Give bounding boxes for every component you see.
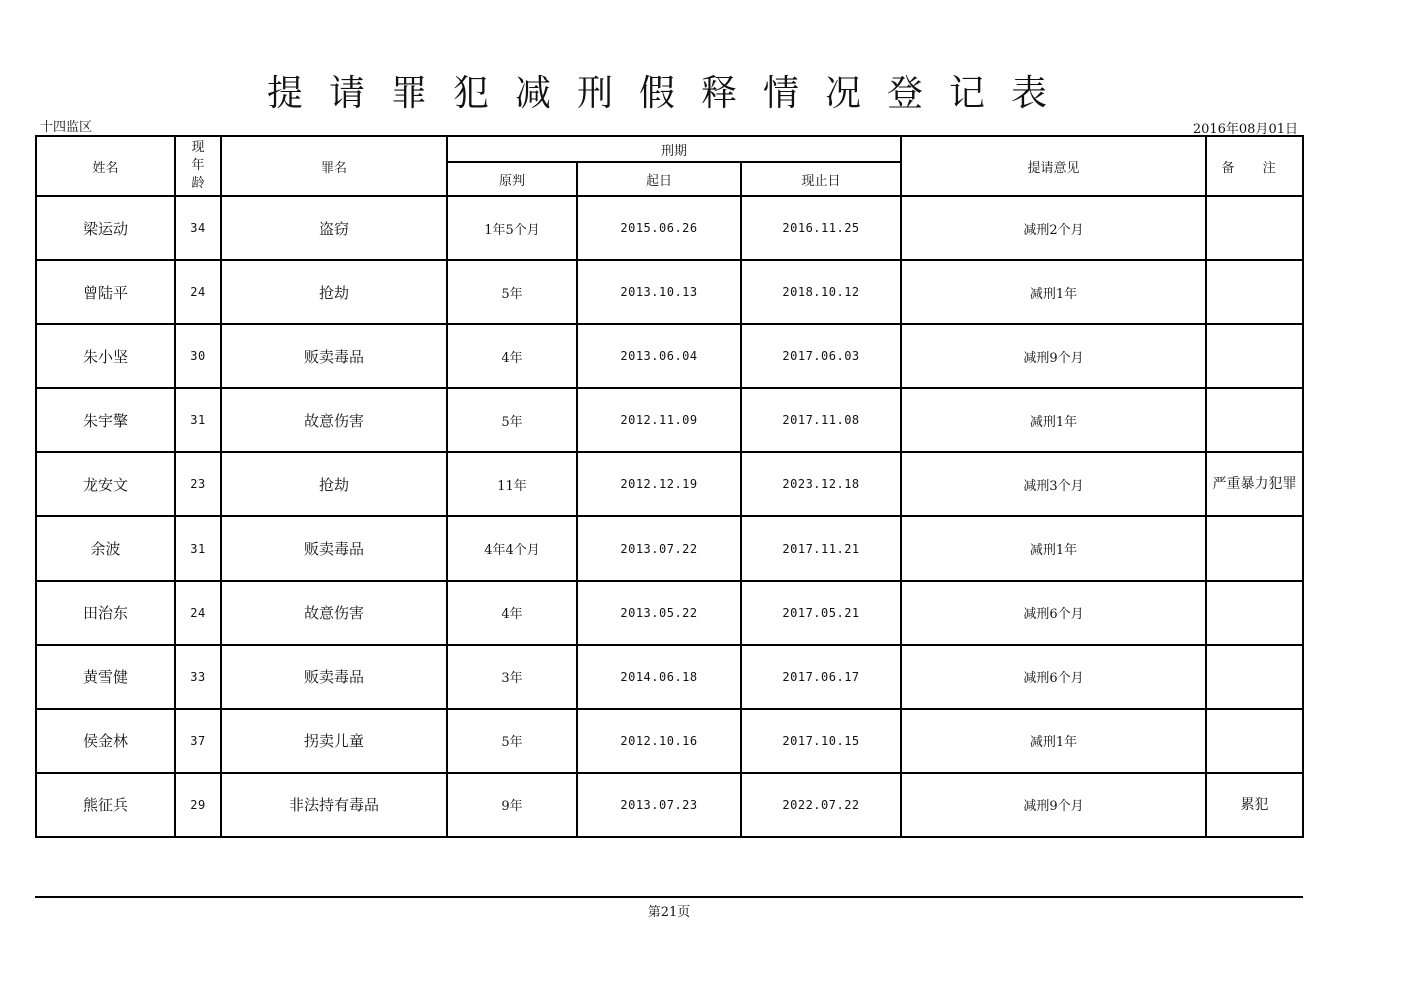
cell-current-end-date: 2017.06.03 [741, 324, 901, 388]
cell-age: 31 [175, 388, 221, 452]
cell-remarks [1206, 196, 1303, 260]
page-number: 第21页 [647, 905, 691, 920]
header-age-char-2: 年 [191, 158, 205, 173]
cell-original-sentence: 5年 [447, 709, 577, 773]
header-name: 姓名 [36, 136, 175, 196]
cell-name: 梁运动 [36, 196, 175, 260]
document-title: 提请罪犯减刑假释情况登记表 [266, 73, 1073, 114]
cell-remarks [1206, 709, 1303, 773]
cell-name: 黄雪健 [36, 645, 175, 709]
cell-current-end-date: 2016.11.25 [741, 196, 901, 260]
cell-start-date: 2015.06.26 [577, 196, 741, 260]
cell-original-sentence: 4年4个月 [447, 516, 577, 580]
table-row [36, 388, 1303, 452]
cell-remarks [1206, 260, 1303, 324]
cell-age: 24 [175, 260, 221, 324]
cell-remarks [1206, 324, 1303, 388]
cell-crime: 抢劫 [221, 452, 447, 516]
header-current-end-date: 现止日 [741, 162, 901, 196]
header-remarks: 备 注 [1206, 136, 1303, 196]
cell-proposal: 减刑1年 [901, 516, 1206, 580]
cell-crime: 故意伤害 [221, 388, 447, 452]
cell-age: 24 [175, 581, 221, 645]
header-row-top [36, 136, 1303, 162]
table-row [36, 324, 1303, 388]
header-sentence-group: 刑期 [447, 136, 901, 162]
cell-name: 田治东 [36, 581, 175, 645]
document-date: 2016年08月01日 [1192, 122, 1298, 137]
cell-crime: 贩卖毒品 [221, 516, 447, 580]
cell-age: 34 [175, 196, 221, 260]
cell-name: 余波 [36, 516, 175, 580]
table-row [36, 452, 1303, 516]
cell-remarks [1206, 581, 1303, 645]
cell-current-end-date: 2022.07.22 [741, 773, 901, 837]
cell-start-date: 2013.07.23 [577, 773, 741, 837]
cell-age: 29 [175, 773, 221, 837]
cell-start-date: 2013.07.22 [577, 516, 741, 580]
cell-start-date: 2012.11.09 [577, 388, 741, 452]
cell-age: 23 [175, 452, 221, 516]
cell-proposal: 减刑1年 [901, 260, 1206, 324]
footer-divider [35, 896, 1303, 898]
table-row [36, 516, 1303, 580]
register-table [35, 135, 1304, 838]
table-row [36, 581, 1303, 645]
cell-proposal: 减刑6个月 [901, 581, 1206, 645]
table-row [36, 260, 1303, 324]
cell-age: 31 [175, 516, 221, 580]
cell-current-end-date: 2017.10.15 [741, 709, 901, 773]
table-row [36, 645, 1303, 709]
cell-proposal: 减刑1年 [901, 709, 1206, 773]
header-original-sentence: 原判 [447, 162, 577, 196]
header-age [175, 136, 221, 196]
cell-remarks [1206, 645, 1303, 709]
cell-remarks [1206, 516, 1303, 580]
table-row [36, 773, 1303, 837]
cell-name: 朱小坚 [36, 324, 175, 388]
header-age-char-3: 龄 [191, 176, 205, 191]
table-body [36, 196, 1303, 837]
cell-start-date: 2014.06.18 [577, 645, 741, 709]
cell-remarks [1206, 388, 1303, 452]
cell-proposal: 减刑2个月 [901, 196, 1206, 260]
cell-start-date: 2012.12.19 [577, 452, 741, 516]
cell-age: 37 [175, 709, 221, 773]
cell-remarks: 严重暴力犯罪 [1206, 452, 1303, 516]
cell-age: 33 [175, 645, 221, 709]
cell-current-end-date: 2017.11.21 [741, 516, 901, 580]
cell-current-end-date: 2018.10.12 [741, 260, 901, 324]
prison-unit-label: 十四监区 [40, 120, 93, 135]
cell-start-date: 2013.06.04 [577, 324, 741, 388]
cell-remarks: 累犯 [1206, 773, 1303, 837]
cell-start-date: 2013.10.13 [577, 260, 741, 324]
cell-start-date: 2012.10.16 [577, 709, 741, 773]
cell-proposal: 减刑9个月 [901, 324, 1206, 388]
cell-original-sentence: 4年 [447, 324, 577, 388]
cell-crime: 故意伤害 [221, 581, 447, 645]
table-row [36, 196, 1303, 260]
cell-proposal: 减刑6个月 [901, 645, 1206, 709]
header-proposal: 提请意见 [901, 136, 1206, 196]
cell-current-end-date: 2017.11.08 [741, 388, 901, 452]
cell-start-date: 2013.05.22 [577, 581, 741, 645]
cell-name: 朱宇擎 [36, 388, 175, 452]
cell-crime: 抢劫 [221, 260, 447, 324]
cell-current-end-date: 2017.05.21 [741, 581, 901, 645]
cell-name: 龙安文 [36, 452, 175, 516]
cell-name: 曾陆平 [36, 260, 175, 324]
cell-original-sentence: 4年 [447, 581, 577, 645]
cell-original-sentence: 11年 [447, 452, 577, 516]
cell-crime: 非法持有毒品 [221, 773, 447, 837]
cell-original-sentence: 3年 [447, 645, 577, 709]
cell-proposal: 减刑3个月 [901, 452, 1206, 516]
cell-crime: 贩卖毒品 [221, 324, 447, 388]
cell-crime: 贩卖毒品 [221, 645, 447, 709]
cell-original-sentence: 5年 [447, 388, 577, 452]
cell-original-sentence: 9年 [447, 773, 577, 837]
cell-original-sentence: 5年 [447, 260, 577, 324]
header-start-date: 起日 [577, 162, 741, 196]
cell-proposal: 减刑9个月 [901, 773, 1206, 837]
cell-age: 30 [175, 324, 221, 388]
cell-current-end-date: 2023.12.18 [741, 452, 901, 516]
table-row [36, 709, 1303, 773]
cell-name: 熊征兵 [36, 773, 175, 837]
cell-proposal: 减刑1年 [901, 388, 1206, 452]
cell-crime: 拐卖儿童 [221, 709, 447, 773]
cell-original-sentence: 1年5个月 [447, 196, 577, 260]
cell-name: 侯金林 [36, 709, 175, 773]
header-crime: 罪名 [221, 136, 447, 196]
header-age-char-1: 现 [191, 140, 205, 155]
cell-crime: 盗窃 [221, 196, 447, 260]
cell-current-end-date: 2017.06.17 [741, 645, 901, 709]
